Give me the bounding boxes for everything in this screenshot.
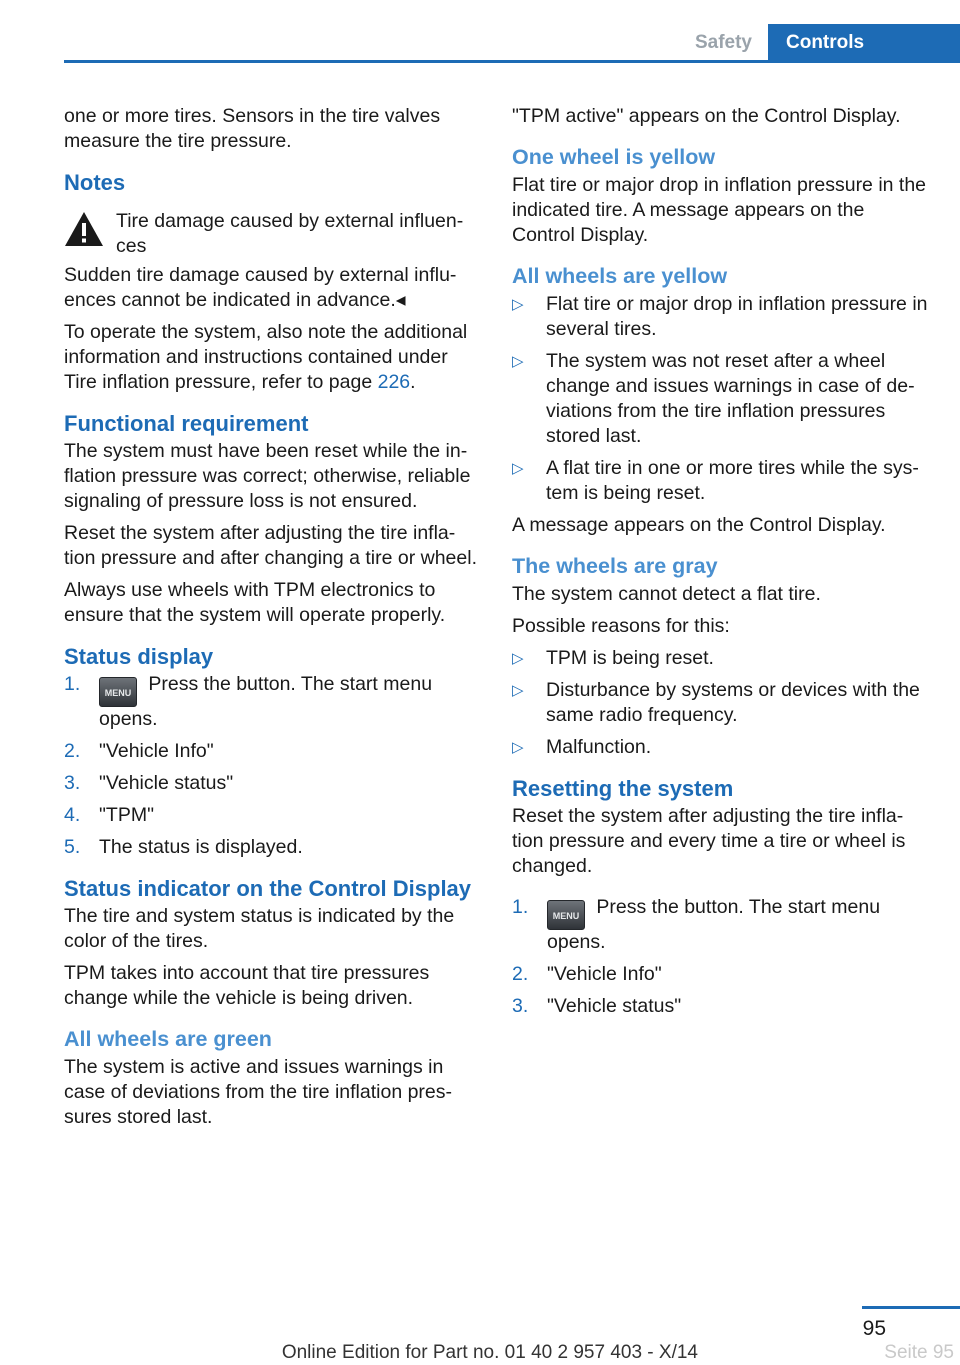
list-item [64,739,484,764]
bullet-triangle-icon: ▷ [512,353,524,370]
menu-button-icon: MENU [547,900,585,930]
step-number: 1. [64,673,81,695]
list-item-text: Malfunction. [546,736,652,758]
all-yellow-heading: All wheels are yellow [512,264,728,288]
list-item-text: Disturbance by systems or devices with the same radio frequency. [546,679,920,726]
warning-block [64,209,484,259]
step-number: 2. [64,740,81,762]
operate-text: To operate the system, also note the additional information and instructions contained under Tire inflation pressure, refer to page [64,321,468,393]
warning-text: Sudden tire damage caused by external influ- ences cannot be indicated in advance.◂ [64,264,457,311]
list-item-text: TPM is being reset. [546,647,714,669]
step-text [99,672,484,732]
list-item [512,962,932,987]
all-yellow-message: A message appears on the Control Display. [512,514,886,536]
step-text: "Vehicle Info" [547,963,662,985]
list-item [512,735,932,760]
list-item [64,835,484,860]
list-item [512,292,932,342]
list-item-text: A flat tire in one or more tires while the sys- tem is being reset. [546,457,919,504]
gray-list [512,646,932,760]
bullet-triangle-icon: ▷ [512,682,524,699]
gray-paragraph-2: Possible reasons for this: [512,615,730,637]
page-number: 95 [862,1317,886,1340]
step-text: "Vehicle status" [99,772,234,794]
one-yellow-heading: One wheel is yellow [512,145,716,169]
step-text: "TPM" [99,804,155,826]
step-number: 5. [64,836,81,858]
list-item [64,803,484,828]
list-item [512,678,932,728]
status-steps [64,672,484,860]
header-rule [64,60,960,63]
list-item [512,895,932,955]
all-yellow-list [512,292,932,506]
step-number: 3. [512,995,529,1017]
footer-rule [862,1306,960,1309]
step-text: "Vehicle status" [547,995,682,1017]
menu-button-icon: MENU [99,677,137,707]
step-number: 1. [512,896,529,918]
bullet-triangle-icon: ▷ [512,460,524,477]
step-text-content: Press the button. The start menu opens. [99,673,433,730]
list-item [512,646,932,671]
green-paragraph: The system is active and issues warnings in case of deviations from the tire inflation pres- sures stored last. [64,1056,453,1128]
step-text [547,895,932,955]
list-item [512,456,932,506]
step-text: "Vehicle Info" [99,740,214,762]
bullet-triangle-icon: ▷ [512,296,524,313]
reset-heading: Resetting the system [512,776,734,801]
tpm-active-paragraph: "TPM active" appears on the Control Display. [512,105,901,127]
step-text: The status is displayed. [99,836,303,858]
list-item [512,349,932,449]
list-item [64,771,484,796]
footer-watermark: Seite 95 [884,1342,954,1363]
step-text-content: Press the button. The start menu opens. [547,896,881,953]
tab-controls[interactable]: Controls [768,24,960,62]
step-number: 4. [64,804,81,826]
indicator-paragraph-2: TPM takes into account that tire pressures change while the vehicle is being driven. [64,962,430,1009]
reset-steps [512,895,932,1019]
gray-paragraph-1: The system cannot detect a flat tire. [512,583,821,605]
warning-triangle-icon [64,211,104,247]
list-item-text: The system was not reset after a wheel change and issues warnings in case of de- viations from the tire inflation pressures stored last. [546,350,915,447]
notes-heading: Notes [64,170,126,195]
indicator-paragraph-1: The tire and system status is indicated by the color of the tires. [64,905,455,952]
functional-paragraph-3: Always use wheels with TPM electronics to ensure that the system will operate properly. [64,579,446,626]
tab-safety[interactable]: Safety [679,24,768,62]
warning-title: Tire damage caused by external influen- ces [116,210,464,257]
right-column [512,104,932,1026]
list-item-text: Flat tire or major drop in inflation pressure in several tires. [546,293,928,340]
list-item [64,672,484,732]
reset-paragraph: Reset the system after adjusting the tire infla- tion pressure and every time a tire or wheel is changed. [512,805,906,877]
functional-paragraph-2: Reset the system after adjusting the tire infla- tion pressure and after changing a tire or wheel. [64,522,477,569]
status-heading: Status display [64,644,214,669]
header-tabs [679,24,960,62]
one-yellow-paragraph: Flat tire or major drop in inflation pressure in the indicated tire. A message appears on the Control Display. [512,174,927,246]
intro-paragraph: one or more tires. Sensors in the tire valves measure the tire pressure. [64,105,441,152]
list-item [512,994,932,1019]
footer-edition: Online Edition for Part no. 01 40 2 957 403 - X/14 [281,1342,698,1363]
indicator-heading: Status indicator on the Control Display [64,876,472,901]
gray-heading: The wheels are gray [512,554,718,578]
step-number: 2. [512,963,529,985]
step-number: 3. [64,772,81,794]
left-column [64,104,484,1137]
operate-paragraph: To operate the system, also note the additional information and instructions contained under Tire inflation pressure, refer to page 226. [64,321,468,393]
bullet-triangle-icon: ▷ [512,739,524,756]
functional-paragraph-1: The system must have been reset while the in- flation pressure was correct; otherwise, reliable signaling of pressure loss is not ensured. [64,440,471,512]
page-link[interactable]: 226 [377,371,411,393]
green-heading: All wheels are green [64,1027,272,1051]
bullet-triangle-icon: ▷ [512,650,524,667]
functional-heading: Functional requirement [64,411,309,436]
